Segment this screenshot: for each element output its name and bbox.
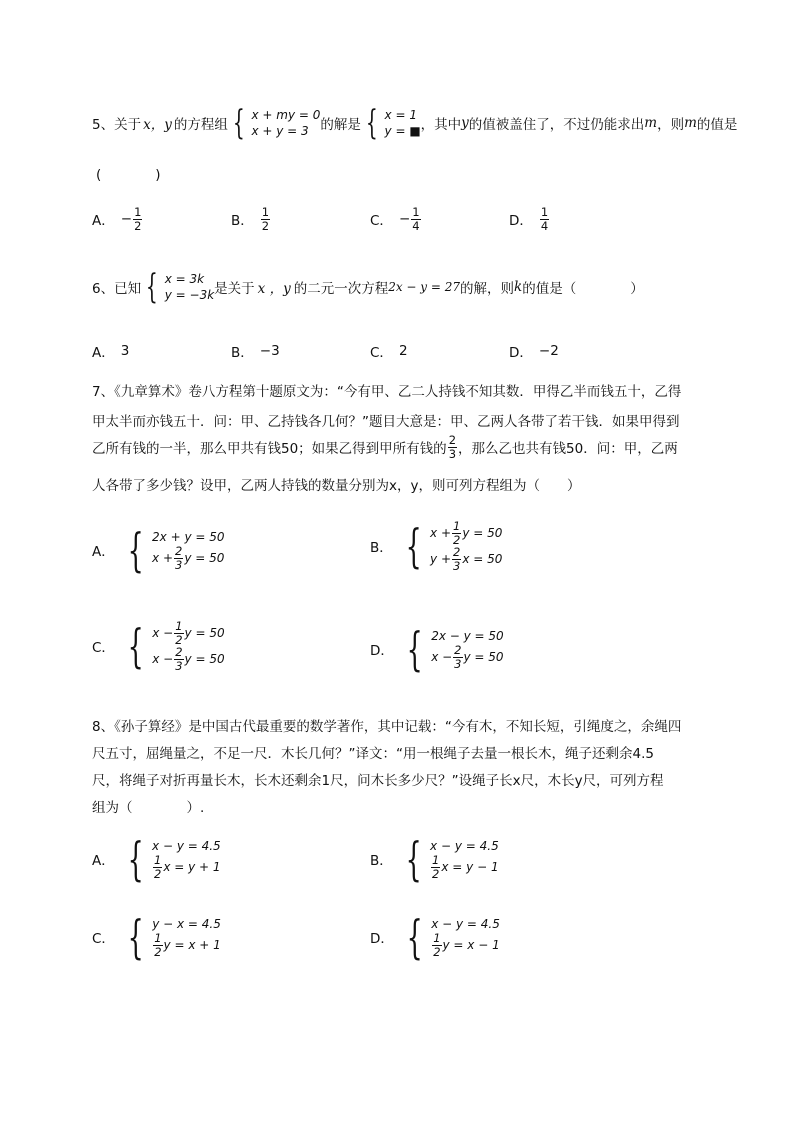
q6-option-d[interactable]: D． −2 — [509, 343, 559, 361]
fraction: $\frac{2}{3}$ — [453, 545, 461, 573]
fraction: $\frac{2}{3}$ — [454, 642, 462, 671]
q8-line-4: 组为（ ）. — [92, 800, 205, 816]
q5-option-b[interactable]: B． $\frac{1}{2}$ — [231, 205, 270, 233]
fraction: $\frac{1}{2}$ — [433, 930, 441, 959]
q5-option-d[interactable]: D． $\frac{1}{4}$ — [509, 205, 549, 233]
fraction: $\frac{2}{3}$ — [448, 433, 457, 461]
q6-option-c[interactable]: C． 2 — [370, 343, 408, 361]
q7-option-d[interactable]: D． { 2x − y = 50 x − $\frac{2}{3}$ y = 50 — [370, 622, 504, 676]
fraction: $\frac{1}{2}$ — [175, 619, 183, 647]
q5-option-c[interactable]: C． − $\frac{1}{4}$ — [370, 205, 420, 233]
q8-option-c[interactable]: C． { y − x = 4.5 $\frac{1}{2}$ y = x + 1 — [92, 910, 221, 964]
q8-option-a[interactable]: A． { x − y = 4.5 $\frac{1}{2}$ x = y + 1 — [92, 832, 221, 886]
fraction: $\frac{2}{3}$ — [175, 645, 183, 673]
q6-system: { x = 3k y = −3k — [145, 267, 215, 307]
q8-line-1: 8、《孙子算经》是中国古代最重要的数学著作，其中记载：“今有木，不知长短，引绳度之，余绳四 — [92, 719, 682, 735]
q7-line-4: 人各带了多少钱？设甲，乙两人持钱的数量分别为x，y，则可列方程组为（ ） — [92, 478, 581, 494]
fraction: $\frac{1}{2}$ — [134, 205, 142, 233]
fraction: $\frac{2}{3}$ — [175, 543, 183, 572]
fraction: $\frac{1}{2}$ — [453, 519, 461, 547]
fraction: $\frac{1}{4}$ — [412, 205, 420, 233]
q8-line-2: 尺五寸，屈绳量之，不足一尺．木长几何？”译文：“用一根绳子去量一根长木，绳子还剩余4.5 — [92, 746, 654, 762]
q7-line-2: 甲太半而亦钱五十．问：甲、乙持钱各几何？”题目大意是：甲、乙两人各带了若干钱．如果甲得到 — [92, 414, 680, 430]
q6-option-a[interactable]: A． 3 — [92, 343, 130, 361]
q5-system: { x + my = 0 x + y = 3 — [232, 103, 321, 143]
fraction: $\frac{1}{2}$ — [154, 852, 162, 881]
q7-option-c[interactable]: C． { x − $\frac{1}{2}$ y = 50 x − $\frac{2}{3}$ y = 50 — [92, 619, 225, 674]
q5-stem: 5、关于 x，y 的方程组 { x + my = 0 x + y = 3 的解是 { x = 1 y = ■ ，其中 y 的值被盖住了，不过仍能求出 m ，则 m 的值是 — [92, 103, 738, 143]
q7-line-1: 7、《九章算术》卷八方程第十题原文为：“今有甲、乙二人持钱不知其数．甲得乙半而钱五十，乙得 — [92, 384, 682, 400]
q7-line-3: 乙所有钱的一半，那么甲共有钱50；如果乙得到甲所有钱的 $\frac{2}{3}$ ，那么乙也共有钱50．问：甲，乙两 — [92, 433, 678, 461]
fraction: $\frac{1}{4}$ — [540, 205, 549, 233]
q8-line-3: 尺，将绳子对折再量长木，长木还剩余1尺，问木长多少尺？”设绳子长x尺，木长y尺，可列方程 — [92, 773, 664, 789]
q8-option-d[interactable]: D． { x − y = 4.5 $\frac{1}{2}$ y = x − 1 — [370, 910, 500, 964]
q6-option-b[interactable]: B． −3 — [231, 343, 280, 361]
q7-option-a[interactable]: A． { 2x + y = 50 x + $\frac{2}{3}$ y = 50 — [92, 523, 225, 577]
q8-option-b[interactable]: B． { x − y = 4.5 $\frac{1}{2}$ x = y − 1 — [370, 832, 499, 886]
q6-stem: 6、已知 { x = 3k y = −3k 是关于 x ，y 的二元一次方程 2x − y = 27 的解，则 k 的值是（ ） — [92, 267, 644, 307]
q5-option-a[interactable]: A． − $\frac{1}{2}$ — [92, 205, 142, 233]
q5-answer-paren: ( ) — [96, 167, 161, 183]
fraction: $\frac{1}{2}$ — [154, 930, 162, 959]
fraction: $\frac{1}{2}$ — [261, 205, 270, 233]
q7-option-b[interactable]: B． { x + $\frac{1}{2}$ y = 50 y + $\frac{2}{3}$ x = 50 — [370, 519, 503, 574]
q5-solution: { x = 1 y = ■ — [365, 103, 421, 143]
fraction: $\frac{1}{2}$ — [432, 852, 440, 881]
